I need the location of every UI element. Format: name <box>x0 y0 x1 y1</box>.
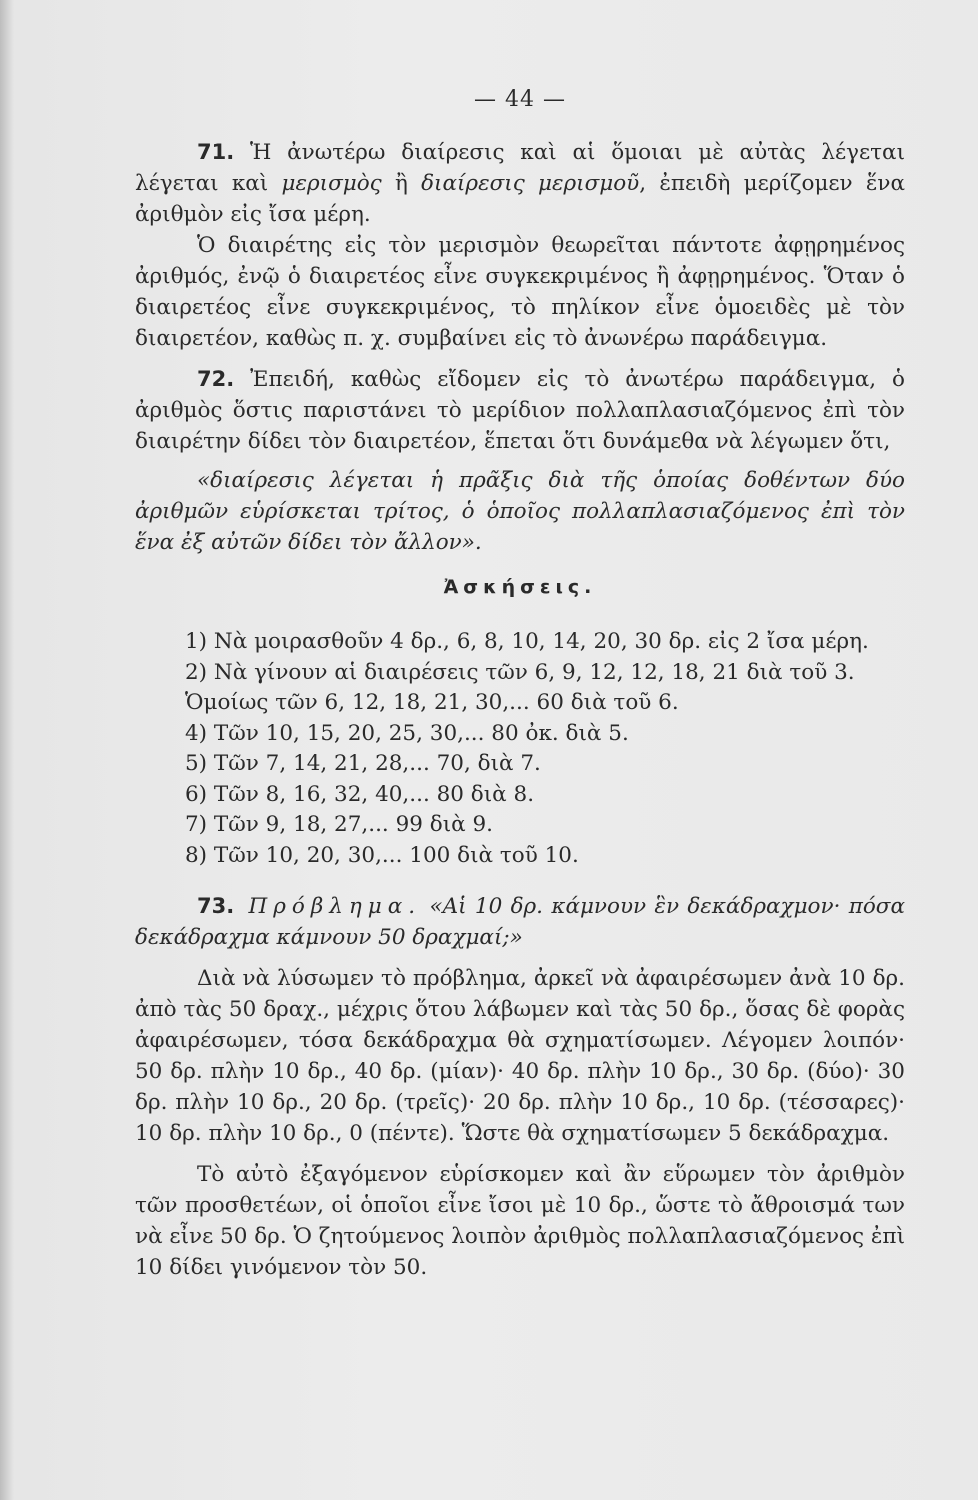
paragraph-73-solution: Διὰ νὰ λύσωμεν τὸ πρόβλημα, ἀρκεῖ νὰ ἀφαιρέσωμεν ἀνὰ 10 δρ. ἀπὸ τὰς 50 δραχ., μέχρις ὅτου λάβωμεν καὶ τὰς 50 δρ., ὅσας δὲ φορὰς ἀφαιρέσωμεν, τόσα δεκάδραχμα θὰ σχηματίσωμεν. Λέγομεν λοιπόν· 50 δρ. πλὴν 10 δρ., 40 δρ. (μίαν)· 40 δρ. πλὴν 10 δρ., 30 δρ. (δύο)· 30 δρ. πλὴν 10 δρ., 20 δρ. (τρεῖς)· 20 δρ. πλὴν 10 δρ., 10 δρ. (τέσσαρες)· 10 δρ. πλὴν 10 δρ., 0 (πέντε). Ὥστε θὰ σχηματίσωμεν 5 δεκάδραχμα. <box>135 966 905 1146</box>
text-span: , ἐπειδὴ μερίζομεν ἕνα ἀριθμὸν εἰς ἴσα μέρη. <box>135 171 906 227</box>
exercise-item: 1) Νὰ μοιρασθοῦν 4 δρ., 6, 8, 10, 14, 20, 30 δρ. εἰς 2 ἴσα μέρη. <box>185 629 869 654</box>
paragraph-72 <box>135 364 905 457</box>
text-span: Ἡ ἀνωτέρω διαίρεσις καὶ αἱ ὅμοιαι μὲ αὐτὰς λέγεται λέγεται καὶ <box>135 140 905 196</box>
paragraph-71 <box>135 137 905 230</box>
problem-statement: «Αἱ 10 δρ. κάμνουν ἓν δεκάδραχμον· πόσα δεκάδραχμα κάμνουν 50 δραχμαί;» <box>135 894 905 950</box>
paragraph-71-divisor: Ὁ διαιρέτης εἰς τὸν μερισμὸν θεωρεῖται πάντοτε ἀφῃρημένος ἀριθμός, ἐνῷ ὁ διαιρετέος εἶνε συγκεκριμένος ἢ ἀφῃρημένος. Ὅταν ὁ διαιρετέος εἶνε συγκεκριμένος, τὸ πηλίκον εἶνε ὁμοειδὲς μὲ τὸν διαιρετέον, καθὼς π. χ. συμβαίνει εἰς τὸ ἀνωνέρω παράδειγμα. <box>135 233 905 351</box>
page-number: — 44 — <box>474 87 566 112</box>
italic-term: μερισμὸς <box>281 171 382 196</box>
problem-label: Πρόβλημα. <box>234 894 422 919</box>
italic-term: διαίρεσις μερισμοῦ <box>421 171 640 196</box>
text-span: ἢ <box>381 171 422 196</box>
paragraph-73-alternative: Τὸ αὐτὸ ἐξαγόμενον εὑρίσκομεν καὶ ἂν εὕρωμεν τὸν ἀριθμὸν τῶν προσθετέων, οἱ ὁποῖοι εἶνε ἴσοι μὲ 10 δρ., ὥστε τὸ ἄθροισμά των νὰ εἶνε 50 δρ. Ὁ ζητούμενος λοιπὸν ἀριθμὸς πολλαπλασιαζόμενος ἐπὶ 10 δίδει γινόμενον τὸν 50. <box>135 1162 905 1280</box>
paragraph-73 <box>135 891 905 953</box>
exercise-item: 4) Τῶν 10, 15, 20, 25, 30,... 80 ὀκ. διὰ 5. <box>185 720 629 746</box>
section-number-72: 72. <box>197 367 235 391</box>
exercises-heading: Ἀσκήσεις. <box>443 576 597 598</box>
definition-quote: «διαίρεσις λέγεται ἡ πρᾶξις διὰ τῆς ὁποίας δοθέντων δύο ἀριθμῶν εὑρίσκεται τρίτος, ὁ ὁποῖος πολλαπλασιαζόμενος ἐπὶ τὸν ἕνα ἐξ αὐτῶν δίδει τὸν ἄλλον». <box>135 468 905 555</box>
section-number-71: 71. <box>197 140 235 164</box>
exercise-item: 6) Τῶν 8, 16, 32, 40,... 80 διὰ 8. <box>185 781 535 807</box>
exercise-item: 5) Τῶν 7, 14, 21, 28,... 70, διὰ 7. <box>185 751 541 776</box>
exercise-item: Ὁμοίως τῶν 6, 12, 18, 21, 30,... 60 διὰ τοῦ 6. <box>185 690 679 715</box>
exercise-item: 2) Νὰ γίνουν αἱ διαιρέσεις τῶν 6, 9, 12, 12, 18, 21 διὰ τοῦ 3. <box>185 659 855 685</box>
text-span: Ἐπειδή, καθὼς εἴδομεν εἰς τὸ ἀνωτέρω παράδειγμα, ὁ ἀριθμὸς ὅστις παριστάνει τὸ μερίδιον πολλαπλασιαζόμενος ἐπὶ τὸν διαιρέτην δίδει τὸν διαιρετέον, ἕπεται ὅτι δυνάμεθα νὰ λέγωμεν ὅτι, <box>135 367 905 454</box>
exercise-item: 8) Τῶν 10, 20, 30,... 100 διὰ τοῦ 10. <box>185 842 579 868</box>
body-text <box>135 137 905 1283</box>
section-number-73: 73. <box>197 894 235 918</box>
exercise-item: 7) Τῶν 9, 18, 27,... 99 διὰ 9. <box>185 812 494 837</box>
